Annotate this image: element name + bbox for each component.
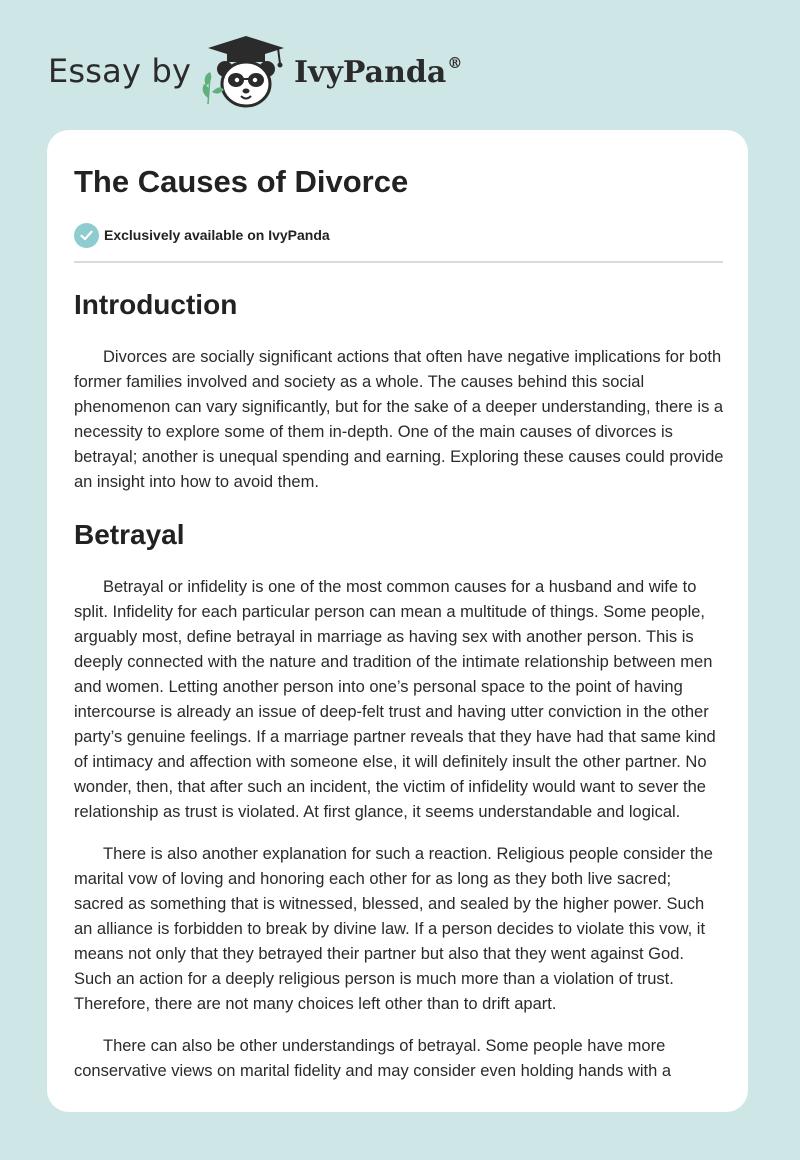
badge-label: Exclusively available on IvyPanda <box>104 227 330 243</box>
paragraph: Divorces are socially significant actions that often have negative implications for both former families involved and society as a whole. The causes behind this social phenomenon can vary significantly, but for the sake of a deeper understanding, there is a necessity to explore some of them in-depth. One of the main causes of divorces is betrayal; another is unequal spending and earning. Exploring these causes could provide an insight into how to avoid them. <box>74 348 724 491</box>
paragraph: There can also be other understandings of betrayal. Some people have more conservative views on marital fidelity and may consider even holding hands with a <box>74 1037 672 1080</box>
section-betrayal <box>74 513 724 1084</box>
section-heading: Betrayal <box>74 519 185 550</box>
page-title: The Causes of Divorce <box>74 164 409 199</box>
brand-prefix: Essay by <box>48 52 192 90</box>
paragraph: Betrayal or infidelity is one of the most common causes for a husband and wife to split. Infidelity for each particular person can mean a multitude of things. Some people, arguably most, define betrayal in marriage as having sex with another person. This is deeply connected with the nature and tradition of the intimate relationship between men and women. Letting another person into one’s personal space to the point of having intercourse is already an issue of deep-felt trust and having utter conviction in the other party’s genuine feelings. If a marriage partner reveals that they have had that same kind of intimacy and affection with someone else, it will definitely insult the other partner. No wonder, then, that after such an incident, the victim of infidelity would want to sever the relationship as trust is violated. At first glance, it seems understandable and logical. <box>74 578 716 821</box>
paragraph: There is also another explanation for such a reaction. Religious people consider the marital vow of loving and honoring each other for as long as they both live sacred; sacred as something that is witnessed, blessed, and sealed by the higher power. Such an alliance is forbidden to break by divine law. If a person decides to violate this vow, it means not only that they betrayed their partner but also that they went against God. Such an action for a deeply religious person is much more than a violation of trust. Therefore, there are not many choices left other than to drift apart. <box>74 845 713 1013</box>
brand-name <box>294 54 462 90</box>
divider <box>74 261 723 263</box>
brand-header <box>46 34 466 108</box>
section-introduction <box>74 283 724 495</box>
exclusive-badge <box>74 222 330 248</box>
essay-card <box>47 130 748 1112</box>
panda-graduate-icon <box>200 34 296 108</box>
check-icon <box>74 223 99 248</box>
essay-content <box>74 280 724 1084</box>
section-heading: Introduction <box>74 289 238 320</box>
registered-mark: ® <box>447 54 463 72</box>
brand-name-text: IvyPanda <box>294 55 447 90</box>
